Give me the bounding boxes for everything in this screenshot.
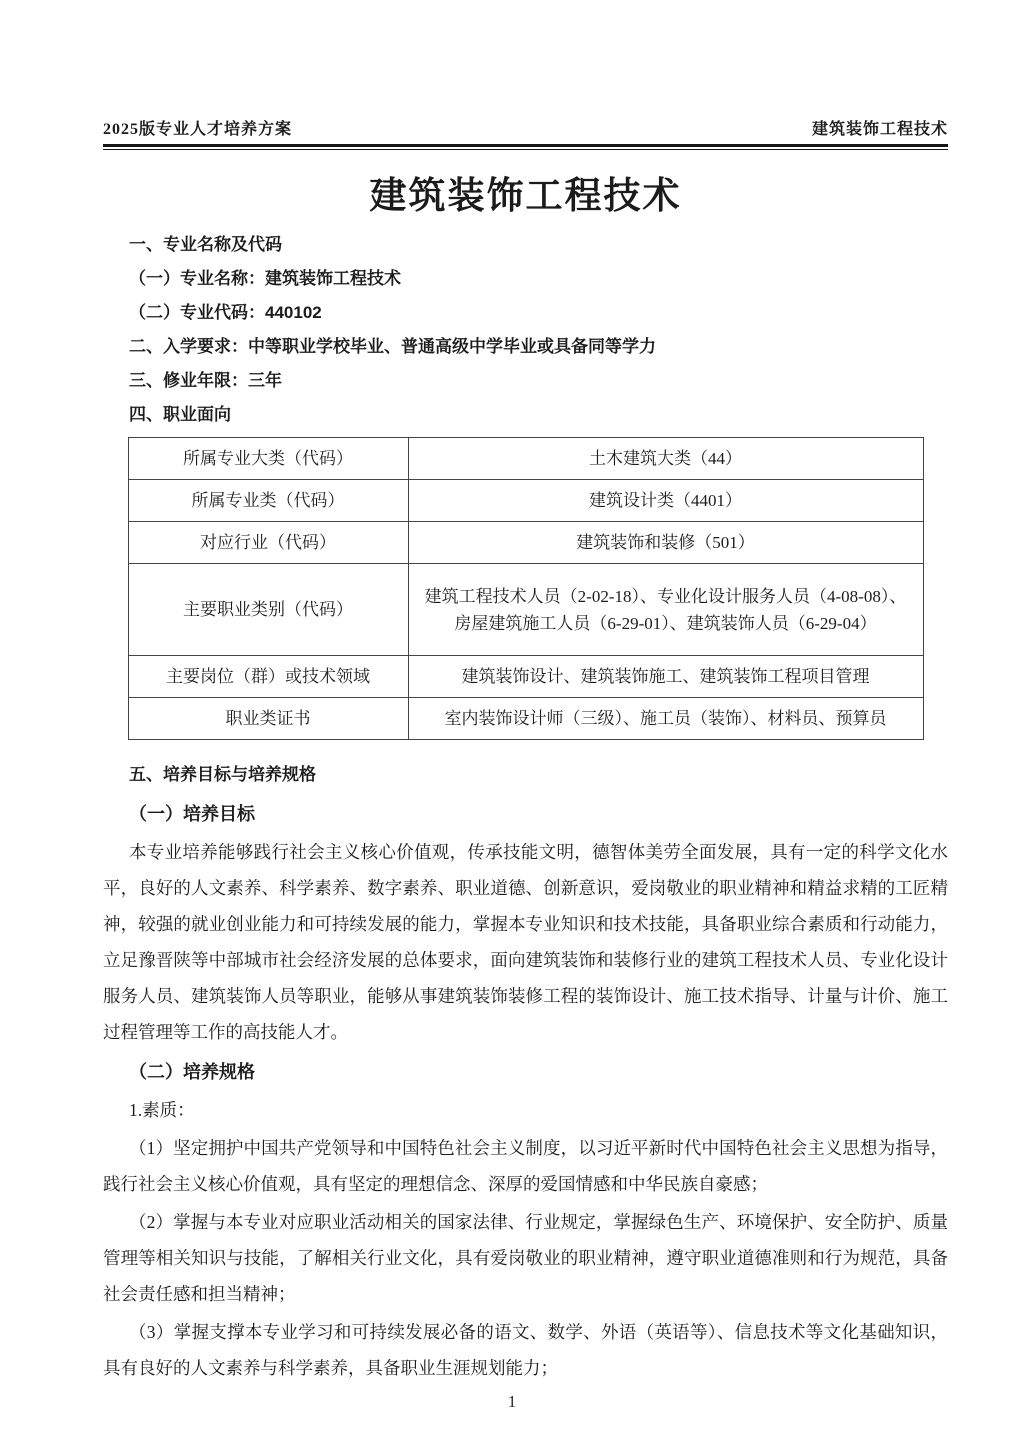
table-label-cell: 职业类证书 xyxy=(128,698,408,740)
subsection-heading-specification: （二）培养规格 xyxy=(129,1062,255,1082)
item-major-name: （一）专业名称：建筑装饰工程技术 xyxy=(129,269,401,288)
table-row xyxy=(128,564,923,656)
table-label-cell: 所属专业类（代码） xyxy=(128,480,408,522)
header-rule-thin xyxy=(103,149,948,150)
table-value-cell: 建筑装饰和装修（501） xyxy=(408,522,923,564)
table-value-cell: 建筑装饰设计、建筑装饰施工、建筑装饰工程项目管理 xyxy=(408,656,923,698)
quality-label: 1.素质： xyxy=(129,1100,195,1120)
table-row xyxy=(128,522,923,564)
table-label-cell: 主要岗位（群）或技术领域 xyxy=(128,656,408,698)
table-row xyxy=(128,656,923,698)
item-major-name-code: 一、专业名称及代码 xyxy=(129,235,282,254)
table-row xyxy=(128,438,923,480)
running-header xyxy=(103,116,948,139)
item-career-orientation: 四、职业面向 xyxy=(129,405,231,424)
table-value-cell: 建筑工程技术人员（2-02-18）、专业化设计服务人员（4-08-08）、房屋建筑施工人员（6-29-01）、建筑装饰人员（6-29-04） xyxy=(408,564,923,656)
quality-item: （3）掌握支撑本专业学习和可持续发展必备的语文、数学、外语（英语等）、信息技术等文化基础知识，具有良好的人文素养与科学素养，具备职业生涯规划能力； xyxy=(103,1322,948,1378)
page-number: 1 xyxy=(507,1392,517,1411)
table-row xyxy=(128,698,923,740)
item-study-duration: 三、修业年限：三年 xyxy=(129,371,282,390)
header-rule-thick xyxy=(103,144,948,147)
table-value-cell: 土木建筑大类（44） xyxy=(408,438,923,480)
table-label-cell: 对应行业（代码） xyxy=(128,522,408,564)
table-row xyxy=(128,480,923,522)
header-right-text: 建筑装饰工程技术 xyxy=(811,121,948,138)
subsection-heading-objective: （一）培养目标 xyxy=(129,804,255,824)
section-heading-training: 五、培养目标与培养规格 xyxy=(129,765,316,784)
quality-item: （2）掌握与本专业对应职业活动相关的国家法律、行业规定，掌握绿色生产、环境保护、安全防护、质量管理等相关知识与技能，了解相关行业文化，具有爱岗敬业的职业精神，遵守职业道德准则和行为规范，具备社会责任感和担当精神； xyxy=(103,1212,948,1304)
career-orientation-table xyxy=(128,437,924,740)
table-value-cell: 室内装饰设计师（三级）、施工员（装饰）、材料员、预算员 xyxy=(408,698,923,740)
table-value-cell: 建筑设计类（4401） xyxy=(408,480,923,522)
heading-item-list xyxy=(103,228,948,432)
quality-item: （1）坚定拥护中国共产党领导和中国特色社会主义制度，以习近平新时代中国特色社会主义思想为指导，践行社会主义核心价值观，具有坚定的理想信念、深厚的爱国情感和中华民族自豪感； xyxy=(103,1138,948,1194)
item-major-code: （二）专业代码：440102 xyxy=(129,303,322,322)
header-left-text: 2025版专业人才培养方案 xyxy=(103,121,293,138)
page-title: 建筑装饰工程技术 xyxy=(369,176,682,217)
table-label-cell: 所属专业大类（代码） xyxy=(128,438,408,480)
item-entry-requirement: 二、入学要求：中等职业学校毕业、普通高级中学毕业或具备同等学力 xyxy=(129,337,656,356)
training-objective-paragraph: 本专业培养能够践行社会主义核心价值观，传承技能文明，德智体美劳全面发展，具有一定的科学文化水平，良好的人文素养、科学素养、数字素养、职业道德、创新意识，爱岗敬业的职业精神和精益求精的工匠精神，较强的就业创业能力和可持续发展的能力，掌握本专业知识和技术技能，具备职业综合素质和行动能力，立足豫晋陕等中部城市社会经济发展的总体要求，面向建筑装饰和装修行业的建筑工程技术人员、专业化设计服务人员、建筑装饰人员等职业，能够从事建筑装饰装修工程的装饰设计、施工技术指导、计量与计价、施工过程管理等工作的高技能人才。 xyxy=(103,842,948,1042)
table-label-cell: 主要职业类别（代码） xyxy=(128,564,408,656)
